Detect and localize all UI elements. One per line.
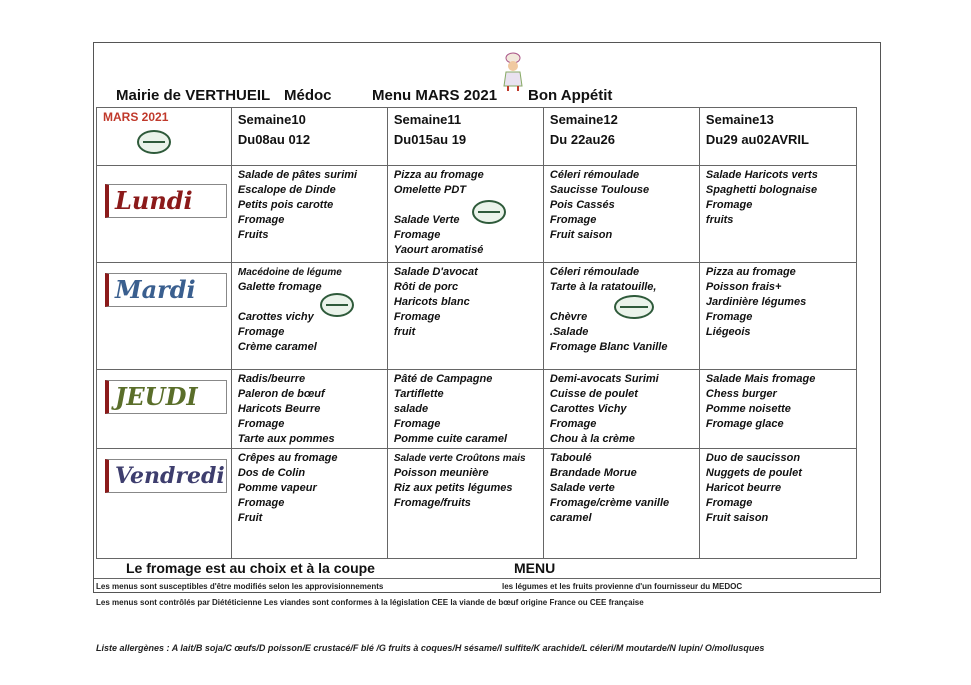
dish: Petits pois carotte [237,199,334,211]
note-left: Les menus sont susceptibles d'être modifiés selon les approvisionnements [96,582,384,591]
dish: Carottes Vichy [549,403,627,415]
dish: fruit [393,326,416,338]
dish: Duo de saucisson [705,452,801,464]
menu-cell [387,370,543,449]
dish: Macédoine de légume [237,267,342,278]
dish: Fromage [237,497,285,509]
dish: Pois Cassés [549,199,615,211]
dish: Fromage [237,418,285,430]
dish: Spaghetti bolognaise [705,184,818,196]
day-cell [97,263,232,370]
day-label-vendredi: Vendredi [105,459,227,493]
menu-cell [543,166,699,263]
menu-cell [699,166,856,263]
menu-title: Menu MARS 2021 [372,87,498,104]
day-row-vendredi [97,449,857,559]
dish: Carottes vichy [237,311,314,323]
dish: Fromage [393,418,441,430]
dish: Salade verte [549,482,615,494]
dish: Cuisse de poulet [549,388,638,400]
dish: Galette fromage [237,281,322,293]
dish: Fromage [393,311,441,323]
vegetarian-menu-badge [472,200,506,224]
dish: Tartiflette [393,388,444,400]
dish: .Salade [549,326,589,338]
day-label-jeudi: JEUDI [105,380,227,414]
menu-cell [231,166,387,263]
cheese-note: Le fromage est au choix et à la coupe [126,560,375,576]
dish: Poisson meunière [393,467,489,479]
dish: Salade Verte [393,214,460,226]
dish: Fromage [705,497,753,509]
mairie-title: Mairie de VERTHUEIL [116,87,271,104]
dish: Haricot beurre [705,482,782,494]
day-label-mardi: Mardi [105,273,227,307]
dish: Chess burger [705,388,777,400]
dish: Crème caramel [237,341,317,353]
vegetarian-menu-badge [614,295,654,319]
dish: Pâté de Campagne [393,373,493,385]
dish: Jardinière légumes [705,296,807,308]
dish: Fruit saison [549,229,613,241]
day-cell [97,166,232,263]
dish: Riz aux petits légumes [393,482,513,494]
dish: Dos de Colin [237,467,306,479]
dish: Fruit saison [705,512,769,524]
dish: Yaourt aromatisé [393,244,484,256]
menu-cell [387,263,543,370]
menu-cell [387,166,543,263]
dish: Pomme vapeur [237,482,317,494]
dish: Paleron de bœuf [237,388,325,400]
dish: Pizza au fromage [705,266,796,278]
dish: Salade de pâtes surimi [237,169,358,181]
dish: Chou à la crème [549,433,635,445]
week-dates: Du29 au02AVRIL [705,132,809,147]
allergen-list: Liste allergènes : A lait/B soja/C œufs/D poisson/E crustacé/F blé /G fruits à coques/H sésame/I sulfite/K arachide/L céleri/M moutarde/N lupin/ O/mollusques [96,643,765,653]
dish: Fromage [549,418,597,430]
week-name: Semaine12 [549,112,618,127]
note-right: les légumes et les fruits provienne d'un fournisseur du MEDOC [502,582,743,591]
day-row-mardi [97,263,857,370]
vegetarian-menu-badge [320,293,354,317]
week-name: Semaine11 [393,112,462,127]
day-label-lundi: Lundi [105,184,227,218]
dish: Radis/beurre [237,373,306,385]
dish [238,295,381,310]
day-row-lundi [97,166,857,263]
dish: Tarte à la ratatouille, [549,281,657,293]
divider [94,578,881,579]
dish: Salade verte Croûtons mais [393,453,526,464]
dish: Fromage Blanc Vanille [549,341,668,353]
week-header [699,108,856,166]
week-header [231,108,387,166]
dish: caramel [549,512,592,524]
dish: Nuggets de poulet [705,467,802,479]
dish: Chèvre [549,311,588,323]
week-header [387,108,543,166]
dish: Brandade Morue [549,467,637,479]
dietitian-note: Les menus sont contrôlés par Diététicienne Les viandes sont conformes à la législation CEE la viande de bœuf origine France ou CEE française [96,598,644,607]
dish: Pomme cuite caramel [393,433,508,445]
week-header [543,108,699,166]
week-dates: Du08au 012 [237,132,311,147]
menu-cell [543,263,699,370]
dish: Fromage [549,214,597,226]
month-cell [97,108,232,166]
dish: Liégeois [705,326,751,338]
dish: Salade D'avocat [393,266,478,278]
week-dates: Du 22au26 [549,132,615,147]
dish: Escalope de Dinde [237,184,336,196]
menu-cell [699,370,856,449]
dish: Pomme noisette [705,403,791,415]
menu-cell [543,370,699,449]
dish [394,198,537,213]
menu-cell [543,449,699,559]
greeting: Bon Appétit [528,87,613,104]
dish: Crêpes au fromage [237,452,338,464]
week-header-row [97,108,857,166]
chef-icon [498,52,528,92]
dish: Fromage [237,214,285,226]
day-cell [97,449,232,559]
menu-cell [699,449,856,559]
menu-cell [231,263,387,370]
dish: Poisson frais+ [705,281,782,293]
vegetarian-menu-badge [137,130,171,154]
place-title: Médoc [284,87,332,104]
dish: Fromage [237,326,285,338]
dish: Rôti de porc [393,281,459,293]
dish: Fromage glace [705,418,784,430]
dish: Tarte aux pommes [237,433,335,445]
dish: Haricots Beurre [237,403,321,415]
dish: Taboulé [549,452,592,464]
menu-word: MENU [514,560,556,576]
dish: Pizza au fromage [393,169,484,181]
dish: Demi-avocats Surimi [549,373,659,385]
dish: Fromage [705,311,753,323]
menu-cell [699,263,856,370]
dish: Céleri rémoulade [549,169,640,181]
week-name: Semaine10 [237,112,306,127]
dish: Salade Mais fromage [705,373,816,385]
day-cell [97,370,232,449]
dish: Fromage [705,199,753,211]
menu-cell [231,449,387,559]
month-label: MARS 2021 [103,110,169,124]
dish: Céleri rémoulade [549,266,640,278]
dish: Fruits [237,229,269,241]
dish: Haricots blanc [393,296,470,308]
dish: fruits [705,214,734,226]
dish: salade [393,403,429,415]
dish: Saucisse Toulouse [549,184,650,196]
menu-table [96,107,857,559]
dish: Omelette PDT [393,184,467,196]
week-name: Semaine13 [705,112,774,127]
dish: Salade Haricots verts [705,169,818,181]
dish: Fromage [393,229,441,241]
menu-cell [231,370,387,449]
menu-cell [387,449,543,559]
dish: Fromage/crème vanille [549,497,670,509]
day-row-jeudi [97,370,857,449]
dish: Fromage/fruits [393,497,471,509]
week-dates: Du015au 19 [393,132,467,147]
dish: Fruit [237,512,263,524]
